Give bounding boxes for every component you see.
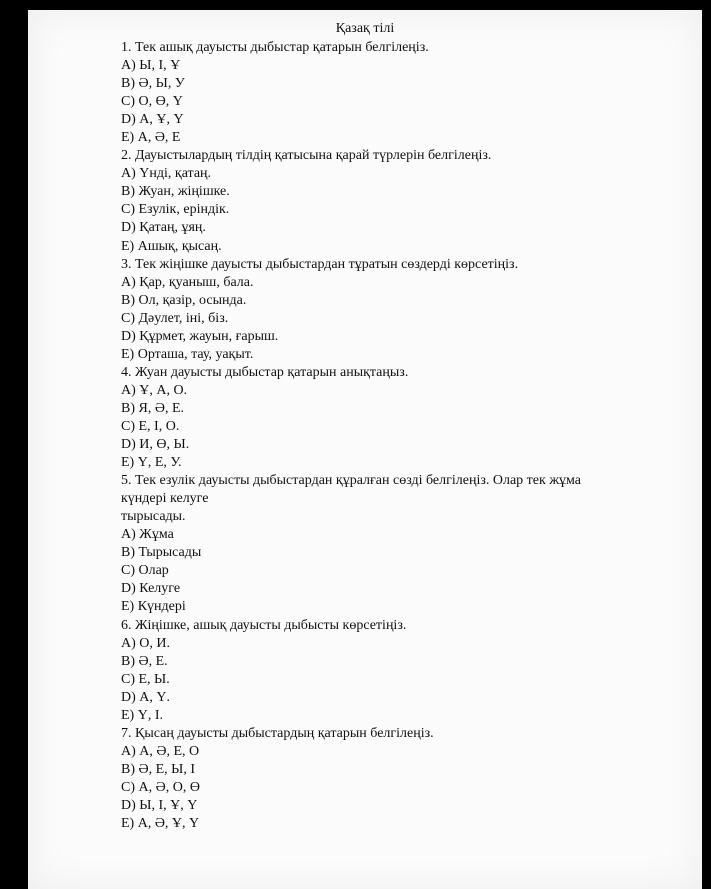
answer-option: D) Құрмет, жауын, ғарыш. (121, 328, 279, 344)
answer-option: А) Қар, қуаныш, бала. (121, 274, 254, 290)
answer-option: Е) Ү, І. (121, 707, 163, 723)
question-text: тырысады. (121, 509, 186, 525)
question-2 (121, 147, 681, 255)
answer-option: D) А, Ұ, Ү (121, 112, 184, 128)
answer-option: В) Ол, қазір, осында. (121, 292, 247, 308)
answer-option: Е) Ү, Е, У. (121, 455, 182, 471)
answer-option: С) А, Ә, О, Ө (121, 779, 200, 795)
answer-option: А) А, Ә, Е, О (121, 743, 200, 759)
question-text: күндері келуге (121, 491, 209, 507)
question-6 (121, 617, 681, 725)
answer-option: D) Қатаң, ұяң. (121, 220, 206, 236)
answer-option: С) Е, І, О. (121, 418, 180, 434)
answer-option: А) Ұ, А, О. (121, 382, 188, 398)
answer-option: В) Тырысады (121, 545, 202, 561)
answer-option: В) Я, Ә, Е. (121, 400, 184, 416)
question-text: 5. Тек езулік дауысты дыбыстардан құралған сөзді белгілеңіз. Олар тек жұма (121, 473, 581, 489)
answer-option: А) О, И. (121, 635, 170, 651)
question-5 (121, 472, 681, 616)
answer-option: D) Келуге (121, 581, 181, 597)
question-text: 2. Дауыстылардың тілдің қатысына қарай түрлерін белгілеңіз. (121, 148, 492, 164)
question-list (121, 39, 681, 833)
question-text: 3. Тек жіңішке дауысты дыбыстардан тұратын сөздерді көрсетіңіз. (121, 256, 519, 272)
answer-option: С) Дәулет, іні, біз. (121, 310, 229, 326)
answer-option: D) А, Ү. (121, 689, 170, 705)
question-text: 1. Тек ашық дауысты дыбыстар қатарын белгілеңіз. (121, 40, 429, 55)
answer-option: Е) А, Ә, Ұ, Ү (121, 816, 200, 832)
question-text: 4. Жуан дауысты дыбыстар қатарын анықтаңыз. (121, 364, 409, 380)
answer-option: Е) Ашық, қысаң. (121, 238, 222, 254)
question-7 (121, 725, 681, 833)
question-1 (121, 39, 681, 147)
answer-option: В) Жуан, жіңішке. (121, 184, 230, 200)
answer-option: Е) Күндері (121, 599, 186, 615)
answer-option: С) Олар (121, 563, 169, 579)
answer-option: А) Жұма (121, 527, 174, 543)
answer-option: Е) Орташа, тау, уақыт. (121, 346, 254, 362)
answer-option: В) Ә, Ы, У (121, 76, 185, 92)
question-3 (121, 256, 681, 364)
answer-option: С) Е, Ы. (121, 671, 170, 687)
document-page (28, 10, 702, 889)
answer-option: D) И, Ө, Ы. (121, 437, 190, 453)
answer-option: С) О, Ө, Ү (121, 94, 183, 110)
answer-option: В) Ә, Е, Ы, І (121, 761, 196, 777)
answer-option: А) Үнді, қатаң. (121, 166, 212, 182)
question-text: 6. Жіңішке, ашық дауысты дыбысты көрсетіңіз. (121, 617, 407, 633)
question-4 (121, 364, 681, 472)
question-text: 7. Қысаң дауысты дыбыстардың қатарын белгілеңіз. (121, 725, 434, 741)
answer-option: Е) А, Ә, Е (121, 130, 181, 146)
answer-option: D) Ы, І, Ұ, Ү (121, 797, 198, 813)
answer-option: А) Ы, І, Ұ (121, 58, 181, 74)
answer-option: В) Ә, Е. (121, 653, 168, 669)
answer-option: С) Езулік, еріндік. (121, 202, 230, 218)
page-title: Қазақ тілі (335, 21, 395, 36)
